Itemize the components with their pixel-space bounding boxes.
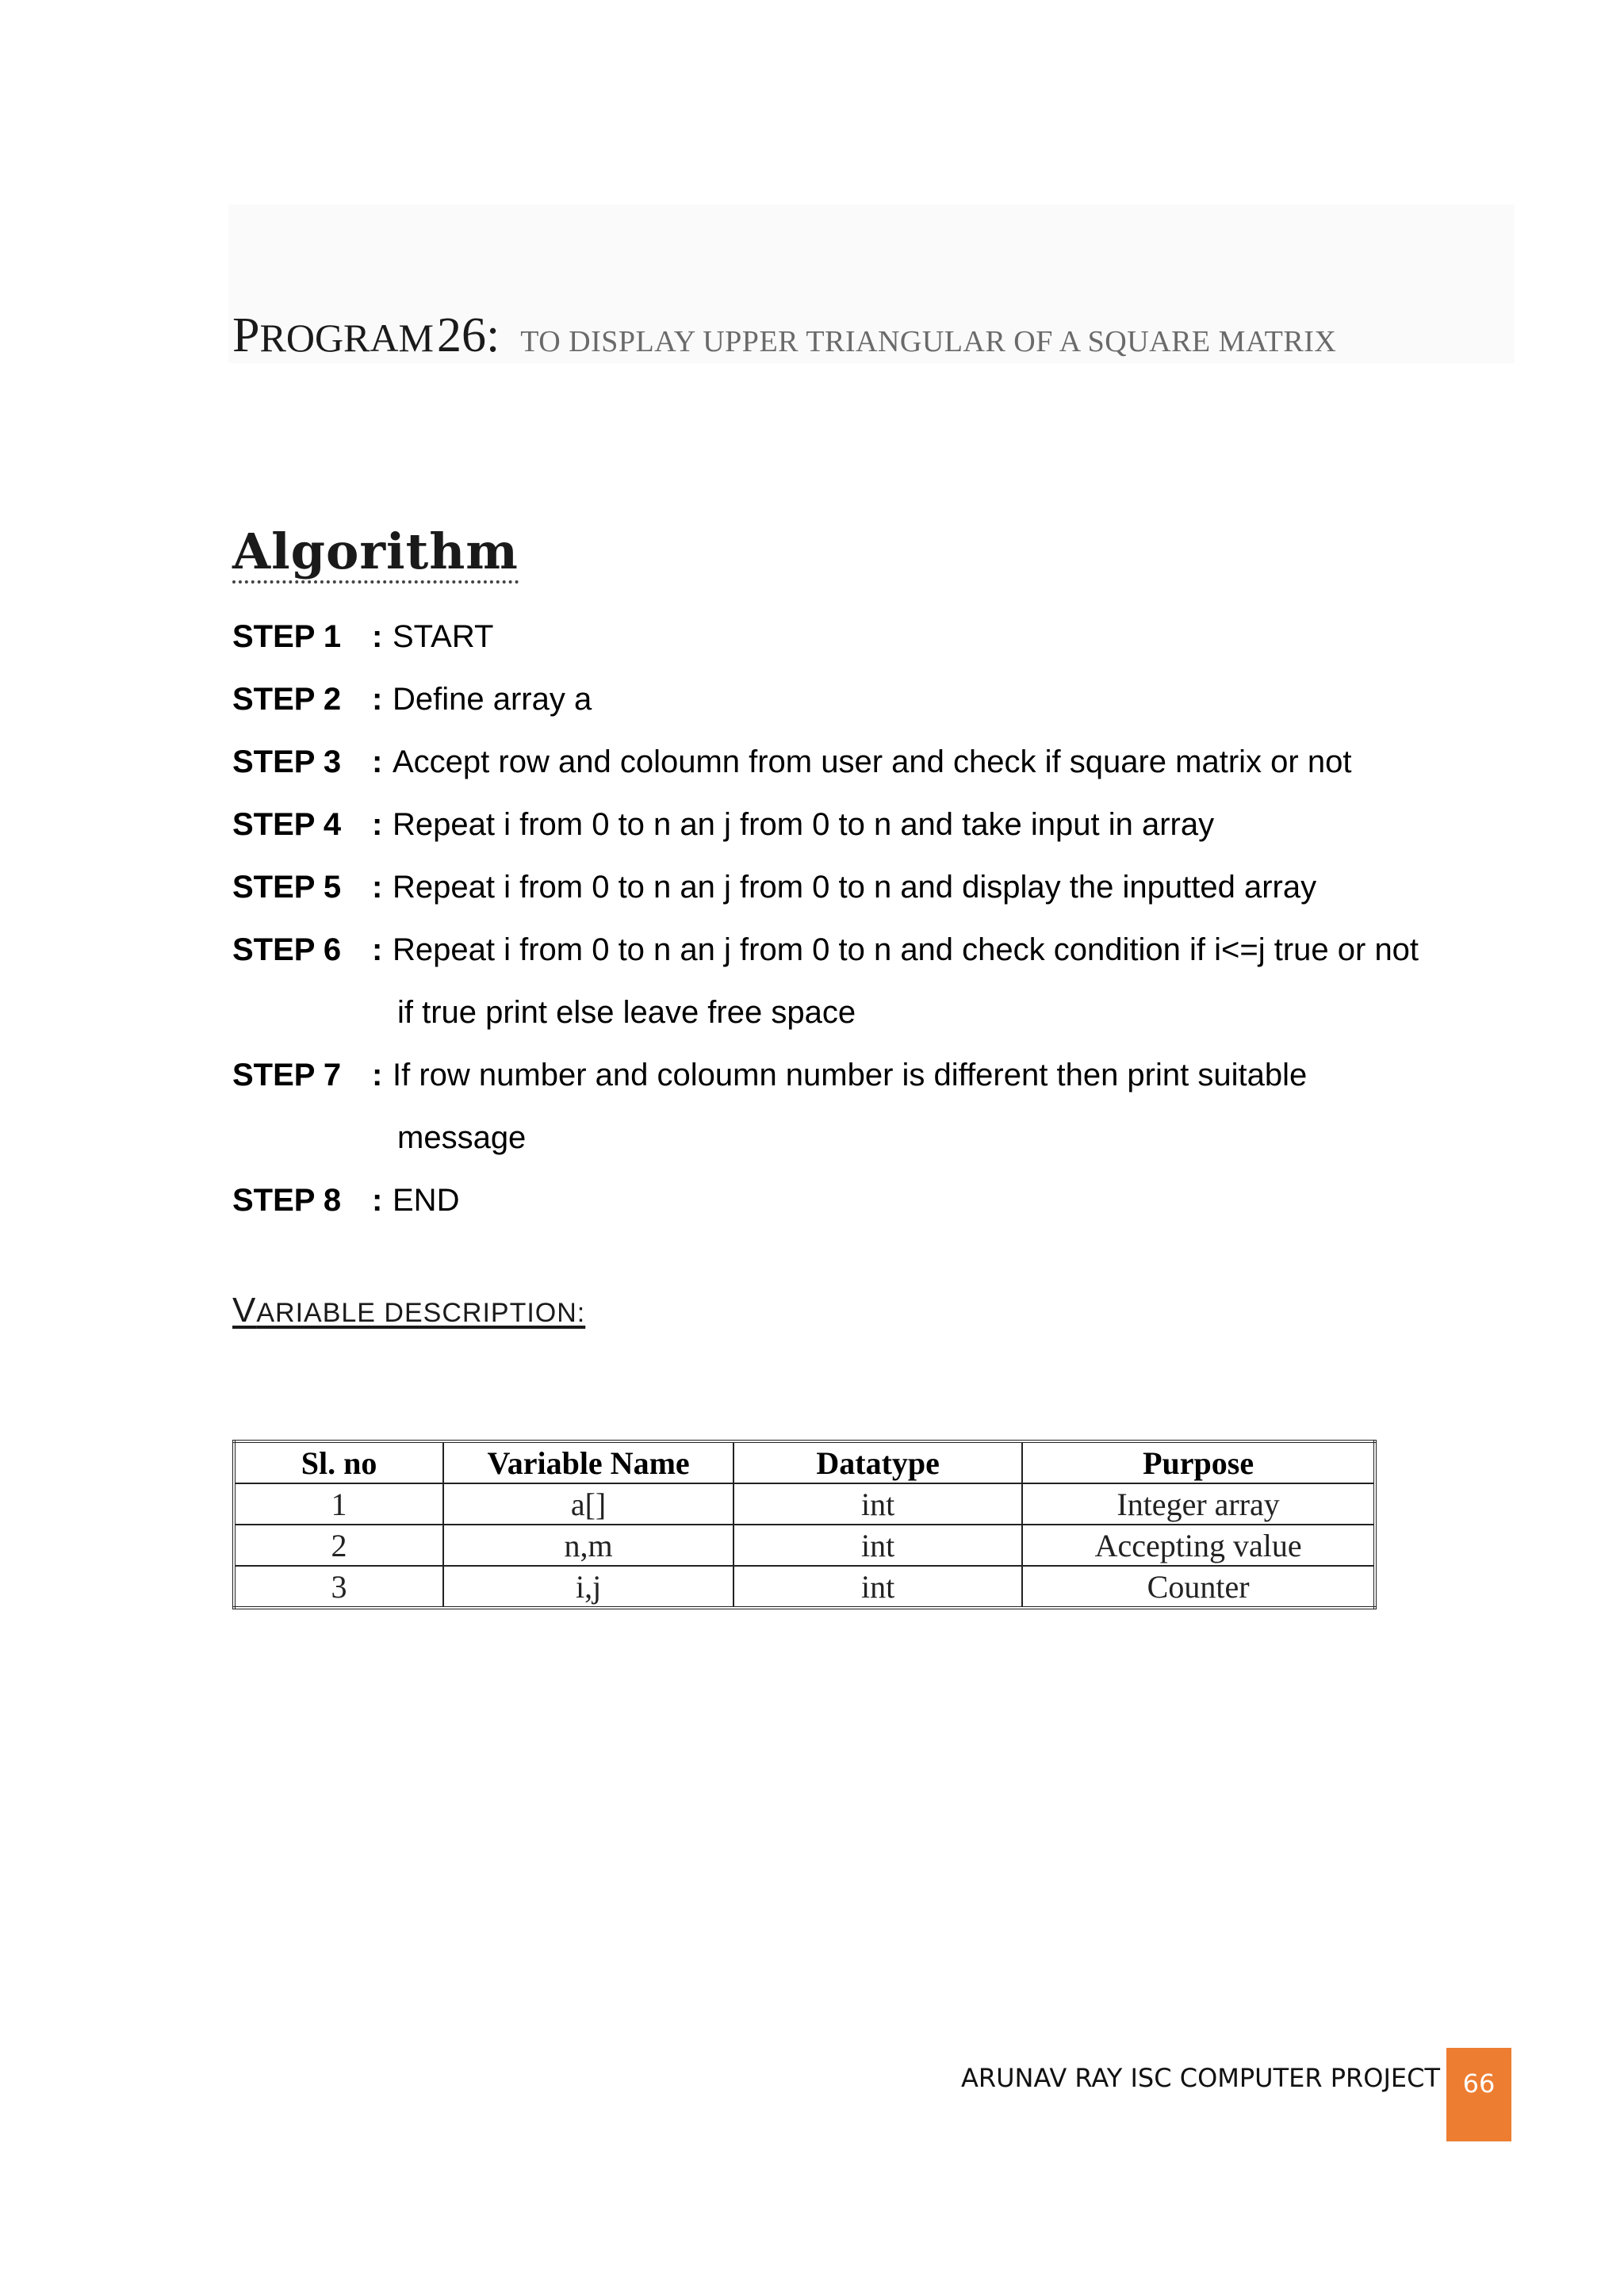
- step-row-7: [232, 1049, 1533, 1112]
- step-continuation-text: message: [397, 1120, 527, 1155]
- program-title-initial: P: [232, 308, 260, 362]
- step-colon: :: [372, 807, 383, 842]
- column-header-purpose: Purpose: [1022, 1441, 1375, 1483]
- variable-table: [232, 1440, 1377, 1609]
- step-row-5: [232, 861, 1533, 924]
- step-text: If row number and coloumn number is different then print suitable: [393, 1058, 1308, 1093]
- table-row: [234, 1483, 1375, 1525]
- step-label: STEP 6: [232, 932, 342, 967]
- step-row-8: [232, 1174, 1533, 1237]
- variable-description-heading: [232, 1291, 585, 1330]
- cell-sl-no: 2: [234, 1525, 443, 1566]
- step-colon: :: [372, 1058, 383, 1093]
- step-label: STEP 2: [232, 682, 342, 717]
- column-header-sl-no: Sl. no: [234, 1441, 443, 1483]
- step-continuation-text: if true print else leave free space: [397, 995, 856, 1030]
- step-label: STEP 3: [232, 744, 342, 779]
- table-row: [234, 1525, 1375, 1566]
- cell-variable-name: n,m: [443, 1525, 733, 1566]
- step-label: STEP 5: [232, 870, 342, 905]
- table-row: [234, 1566, 1375, 1608]
- step-row-1: [232, 610, 1533, 673]
- step-row-7-continuation: [232, 1112, 1533, 1174]
- footer-project-title: ARUNAV RAY ISC COMPUTER PROJECT: [961, 2063, 1441, 2093]
- variable-description-initial: V: [232, 1291, 257, 1330]
- cell-sl-no: 1: [234, 1483, 443, 1525]
- step-label: STEP 1: [232, 619, 342, 654]
- program-title-word: ROGRAM: [259, 316, 434, 360]
- algorithm-steps: [232, 610, 1533, 1237]
- column-header-datatype: Datatype: [733, 1441, 1022, 1483]
- cell-purpose: Accepting value: [1022, 1525, 1375, 1566]
- step-text: Accept row and coloumn from user and check if square matrix or not: [393, 744, 1352, 779]
- step-text: Repeat i from 0 to n an j from 0 to n and take input in array: [393, 807, 1215, 842]
- program-title: [232, 308, 1336, 364]
- program-number: 26:: [436, 308, 500, 362]
- step-label: STEP 4: [232, 807, 342, 842]
- cell-purpose: Integer array: [1022, 1483, 1375, 1525]
- step-text: START: [393, 619, 494, 654]
- step-colon: :: [372, 932, 383, 967]
- step-colon: :: [372, 870, 383, 905]
- step-row-3: [232, 736, 1533, 798]
- step-row-2: [232, 673, 1533, 736]
- step-colon: :: [372, 1183, 383, 1218]
- step-text: END: [393, 1183, 460, 1218]
- step-row-6: [232, 924, 1533, 986]
- cell-sl-no: 3: [234, 1566, 443, 1608]
- cell-datatype: int: [733, 1525, 1022, 1566]
- cell-variable-name: a[]: [443, 1483, 733, 1525]
- table-header-row: [234, 1441, 1375, 1483]
- step-colon: :: [372, 682, 383, 717]
- program-subtitle: TO DISPLAY UPPER TRIANGULAR OF A SQUARE MATRIX: [520, 325, 1337, 358]
- variable-description-rest: ARIABLE DESCRIPTION:: [256, 1298, 586, 1328]
- step-row-4: [232, 798, 1533, 861]
- algorithm-heading: Algorithm: [232, 525, 519, 584]
- step-colon: :: [372, 619, 383, 654]
- column-header-variable-name: Variable Name: [443, 1441, 733, 1483]
- page-number-badge: 66: [1446, 2048, 1511, 2141]
- step-text: Define array a: [393, 682, 592, 717]
- cell-purpose: Counter: [1022, 1566, 1375, 1608]
- step-row-6-continuation: [232, 986, 1533, 1049]
- cell-datatype: int: [733, 1483, 1022, 1525]
- step-label: STEP 8: [232, 1183, 342, 1218]
- cell-variable-name: i,j: [443, 1566, 733, 1608]
- step-label: STEP 7: [232, 1058, 342, 1093]
- cell-datatype: int: [733, 1566, 1022, 1608]
- step-text: Repeat i from 0 to n an j from 0 to n and display the inputted array: [393, 870, 1317, 905]
- step-colon: :: [372, 744, 383, 779]
- step-text: Repeat i from 0 to n an j from 0 to n and check condition if i<=j true or not: [393, 932, 1419, 967]
